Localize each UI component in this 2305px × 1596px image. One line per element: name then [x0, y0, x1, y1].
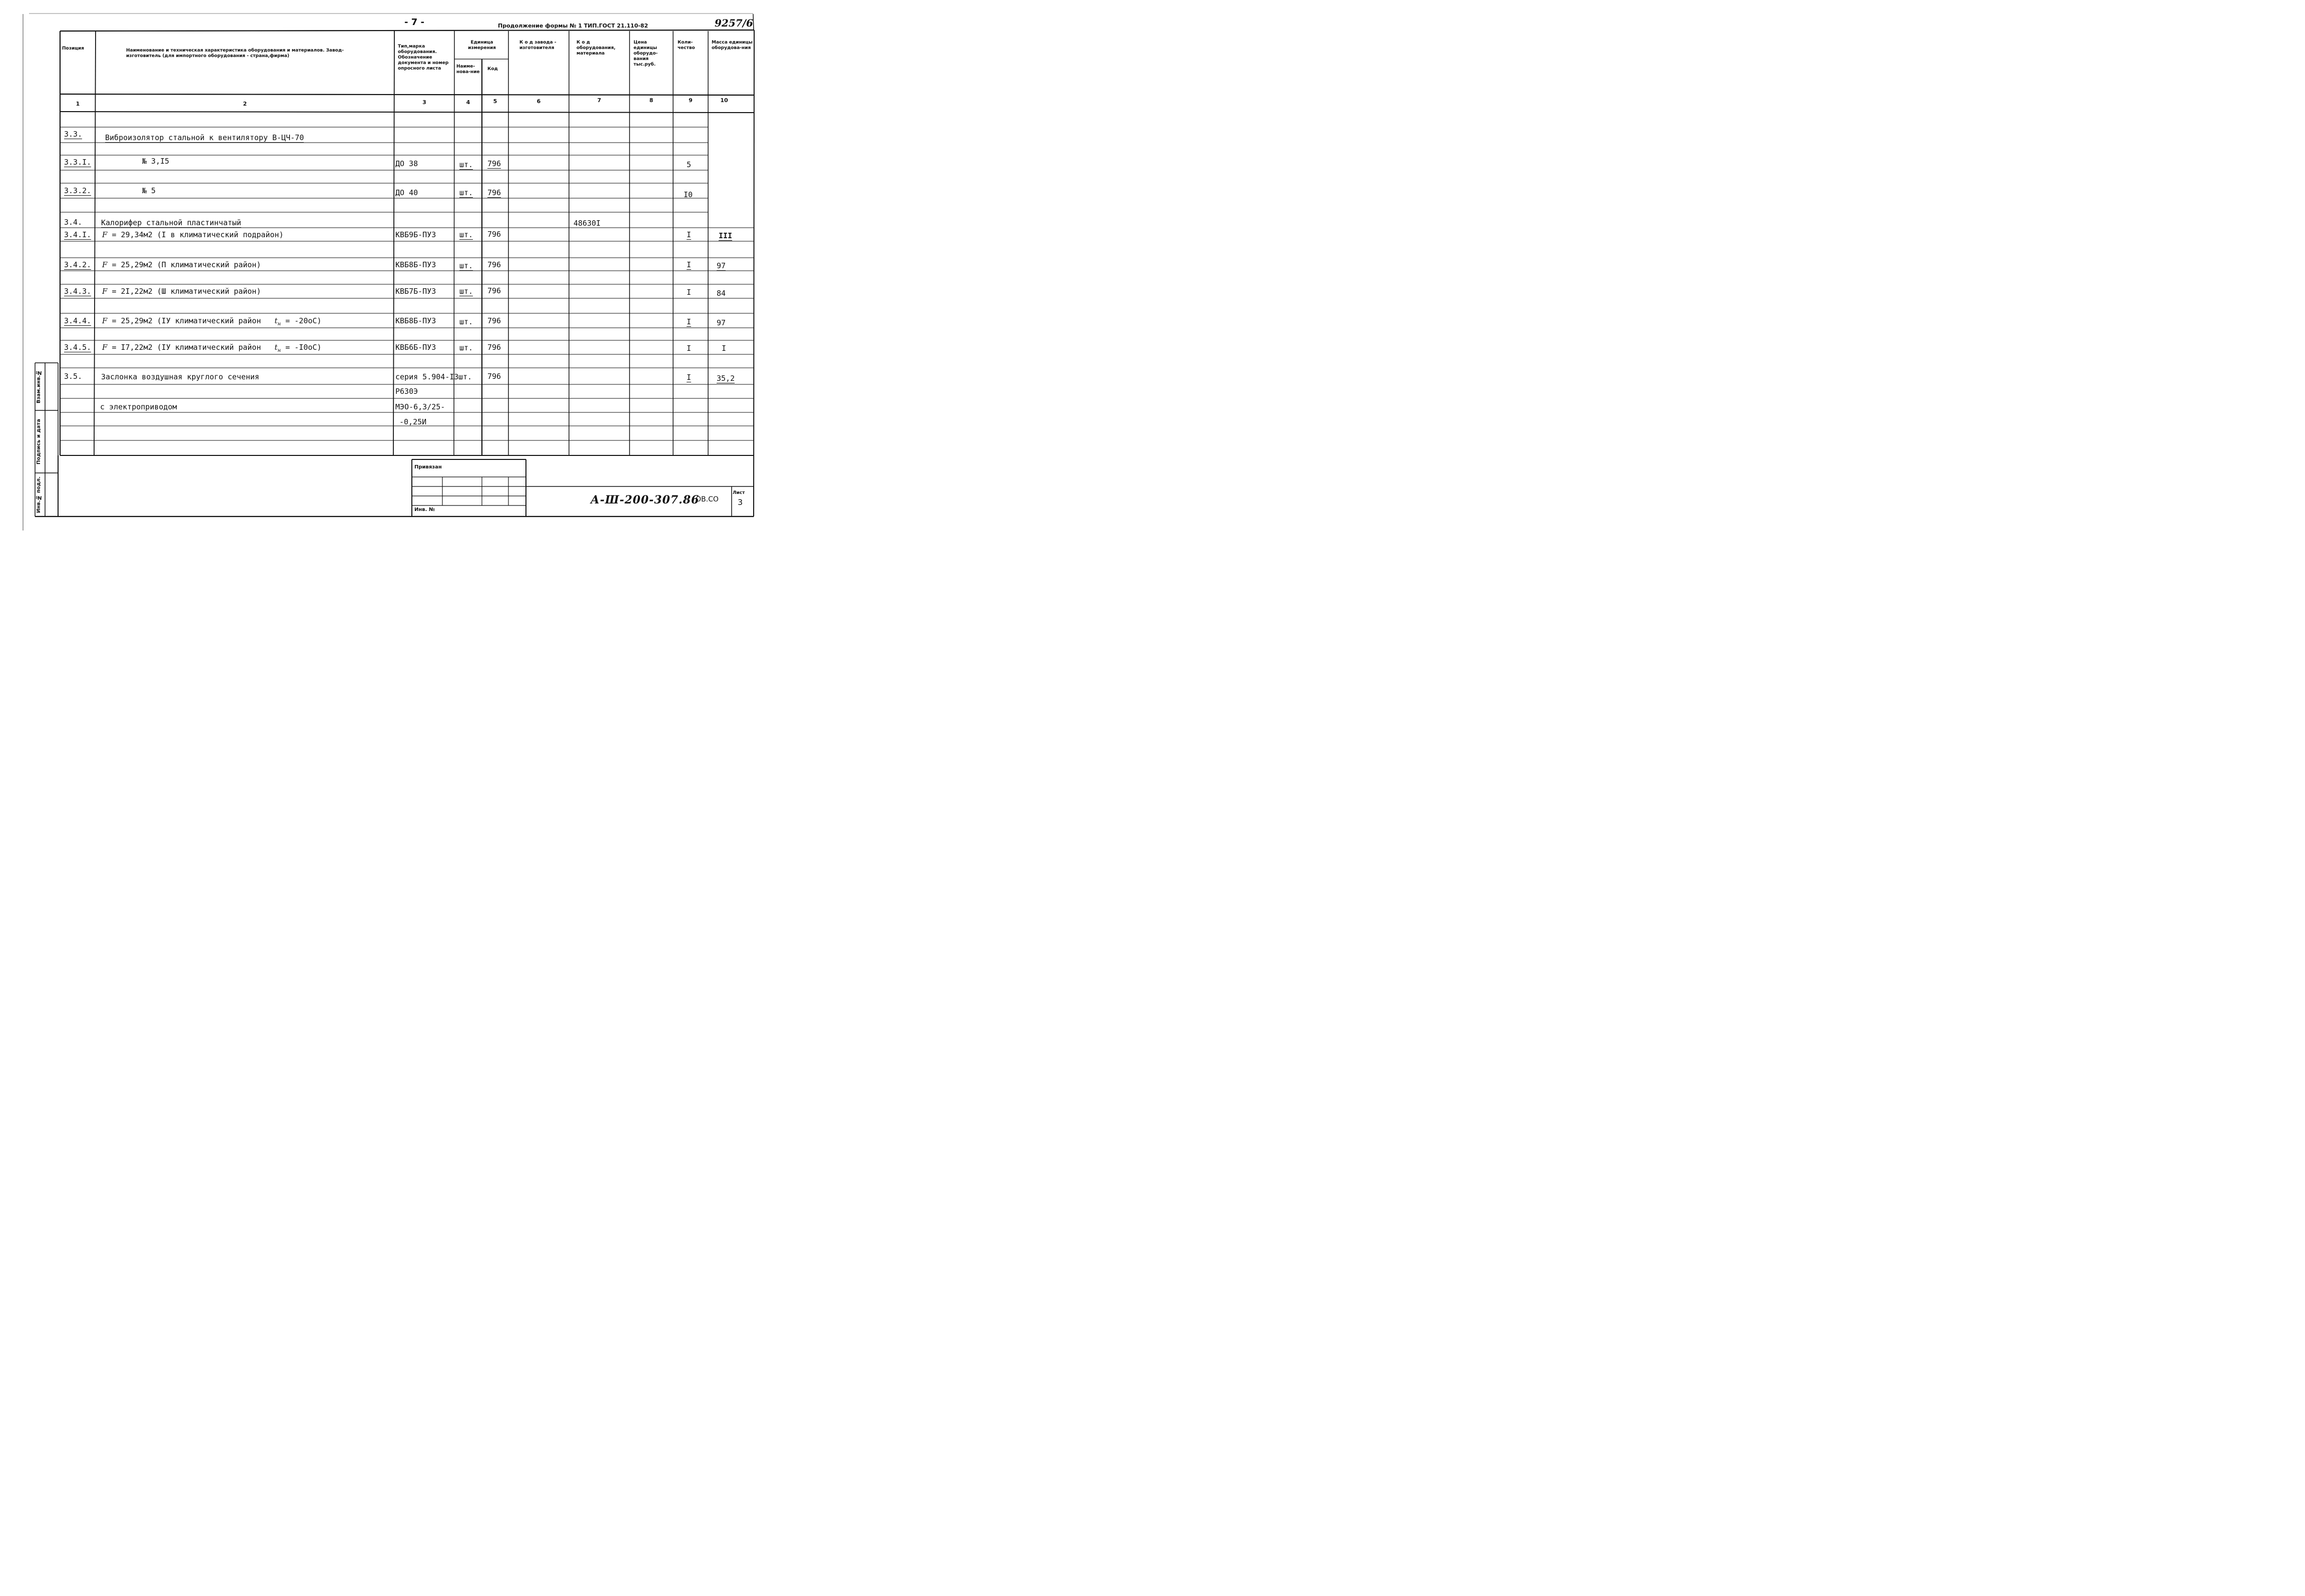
row-name: F = I7,22м2 (IУ климатический район $t_н = -I0оС$)	[102, 343, 322, 353]
row-code: 796	[487, 316, 501, 325]
row-quantity: I	[687, 260, 692, 269]
row-code: 796	[487, 286, 501, 295]
row-position: 3.4.2.	[64, 260, 92, 269]
row-unit: шт.	[459, 261, 473, 270]
type-continuation: -0,25И	[399, 417, 427, 426]
header-mass: Масса единицы оборудова-ния	[712, 40, 753, 51]
sheet-number: 3	[738, 497, 743, 507]
side-label-inv-podl: Инв.№ подл.	[36, 476, 42, 513]
row-type: КВБ8Б-ПУЗ	[395, 316, 436, 325]
row-type: КВБ9Б-ПУЗ	[395, 230, 436, 239]
header-quantity: Коли-чество	[678, 40, 695, 51]
formula-f: F	[102, 230, 108, 239]
header-unit-name: Наиме-нова-ние	[456, 64, 480, 75]
row-code: 796	[487, 343, 501, 352]
formula-f: F	[102, 343, 108, 352]
row-position: 3.3.	[64, 130, 83, 139]
column-number: 1	[76, 101, 80, 107]
row-code: 796	[487, 372, 501, 381]
column-number: 7	[597, 97, 602, 104]
row-unit: шт.	[459, 343, 473, 352]
row-unit: шт.	[459, 188, 473, 197]
formula-t: t	[274, 316, 278, 325]
header-unit: Единица измерения	[468, 40, 496, 51]
row-position: 3.4.3.	[64, 287, 92, 296]
type-continuation: Р630Э	[395, 387, 418, 396]
row-type: ДО 38	[395, 159, 418, 168]
column-number: 2	[243, 101, 247, 107]
row-position: 3.4.I.	[64, 230, 92, 239]
row-quantity: I0	[684, 190, 693, 199]
row-quantity: I	[687, 373, 692, 382]
row-unit: шт.	[459, 160, 473, 169]
row-mass: III	[719, 231, 733, 240]
doc-index: 9257/6	[715, 17, 753, 29]
form-caption: Продолжение формы № 1 ТИП.ГОСТ 21.110-82	[498, 23, 648, 29]
row-code: 796	[487, 260, 501, 269]
row-name: Заслонка воздушная круглого сечения	[101, 372, 260, 381]
row-mass: 35,2	[717, 374, 735, 383]
header-factory-code: К о д завода - изготовителя	[519, 40, 556, 51]
doc-mark: ОВ.СО	[696, 495, 719, 503]
row-mass: 84	[717, 289, 726, 298]
row-position: 3.4.	[64, 218, 83, 227]
row-name: F = 29,34м2 (I в климатический подрайон)	[102, 230, 284, 239]
row-code: 796	[487, 188, 501, 197]
row-unit: шт.	[459, 317, 473, 326]
row-name: № 5	[142, 186, 156, 195]
header-type: Тип,марка оборудования. Обозначение документа и номер опросного листа	[398, 44, 449, 71]
row-name: F = 25,29м2 (IУ климатический район $t_н = -20оС$)	[102, 316, 322, 327]
row-unit: шт.	[459, 287, 473, 296]
row-type: КВБ6Б-ПУЗ	[395, 343, 436, 352]
row-position: 3.5.	[64, 372, 83, 381]
row-mass: 97	[717, 318, 726, 327]
row-name: F = 25,29м2 (П климатический район)	[102, 260, 261, 269]
row-type: КВБ7Б-ПУЗ	[395, 287, 436, 296]
formula-f: F	[102, 287, 108, 296]
header-position: Позиция	[62, 46, 85, 51]
formula-t: t	[274, 343, 278, 352]
row-quantity: I	[687, 344, 692, 353]
stamp-privyazan: Привязан	[414, 464, 442, 470]
row-name: Виброизолятор стальной к вентилятору В-ЦЧ-70	[105, 133, 304, 142]
drawing-code: А-Ш-200-307.86	[591, 493, 700, 506]
column-number: 4	[466, 99, 470, 106]
row-unit: шт.	[458, 372, 472, 381]
row-position: 3.3.2.	[64, 186, 92, 195]
column-number: 6	[536, 98, 541, 105]
side-label-podpis: Подпись и дата	[36, 419, 42, 464]
header-unit-code: Код	[487, 67, 498, 72]
page-number: - 7 -	[404, 17, 424, 28]
row-code: 796	[487, 159, 501, 168]
header-name: Наименование и техническая характеристика оборудования и материалов. Завод-изготовитель (для импортного оборудования - страна,фирма)	[126, 48, 344, 59]
sheet-label: Лист	[733, 490, 745, 495]
column-number: 5	[493, 98, 497, 105]
row-name: Калорифер стальной пластинчатый	[101, 218, 241, 227]
row-mass: 97	[717, 261, 726, 270]
column-number: 8	[649, 97, 654, 104]
column-number: 10	[720, 97, 728, 104]
row-material-code: 48630I	[573, 219, 601, 228]
row-code: 796	[487, 230, 501, 239]
column-number: 9	[689, 97, 693, 104]
row-name: F = 2I,22м2 (Ш климатический район)	[102, 287, 261, 296]
row-position: 3.3.I.	[64, 158, 92, 167]
row-mass: I	[722, 344, 727, 353]
header-material-code: К о д оборудования, материала	[577, 40, 616, 56]
row-quantity: 5	[687, 160, 692, 169]
row-type: серия 5.904-I3	[395, 372, 459, 381]
row-position: 3.4.5.	[64, 343, 92, 352]
row-quantity: I	[687, 288, 692, 297]
header-price: Цена единицы оборудо-вания тыс.руб.	[634, 40, 658, 67]
stamp-inv-no: Инв. №	[414, 507, 435, 512]
type-continuation: МЭО-6,3/25-	[395, 402, 445, 411]
name-continuation: с электроприводом	[100, 402, 177, 411]
formula-f: F	[102, 316, 108, 325]
row-type: КВБ8Б-ПУЗ	[395, 260, 436, 269]
column-number: 3	[422, 99, 426, 106]
row-quantity: I	[687, 230, 692, 239]
row-name: № 3,I5	[142, 157, 170, 166]
side-label-vzam: Взам.инв.№	[36, 369, 42, 404]
formula-f: F	[102, 260, 108, 269]
row-type: ДО 40	[395, 188, 418, 197]
row-unit: шт.	[459, 230, 473, 239]
row-quantity: I	[687, 317, 692, 326]
row-position: 3.4.4.	[64, 316, 92, 325]
